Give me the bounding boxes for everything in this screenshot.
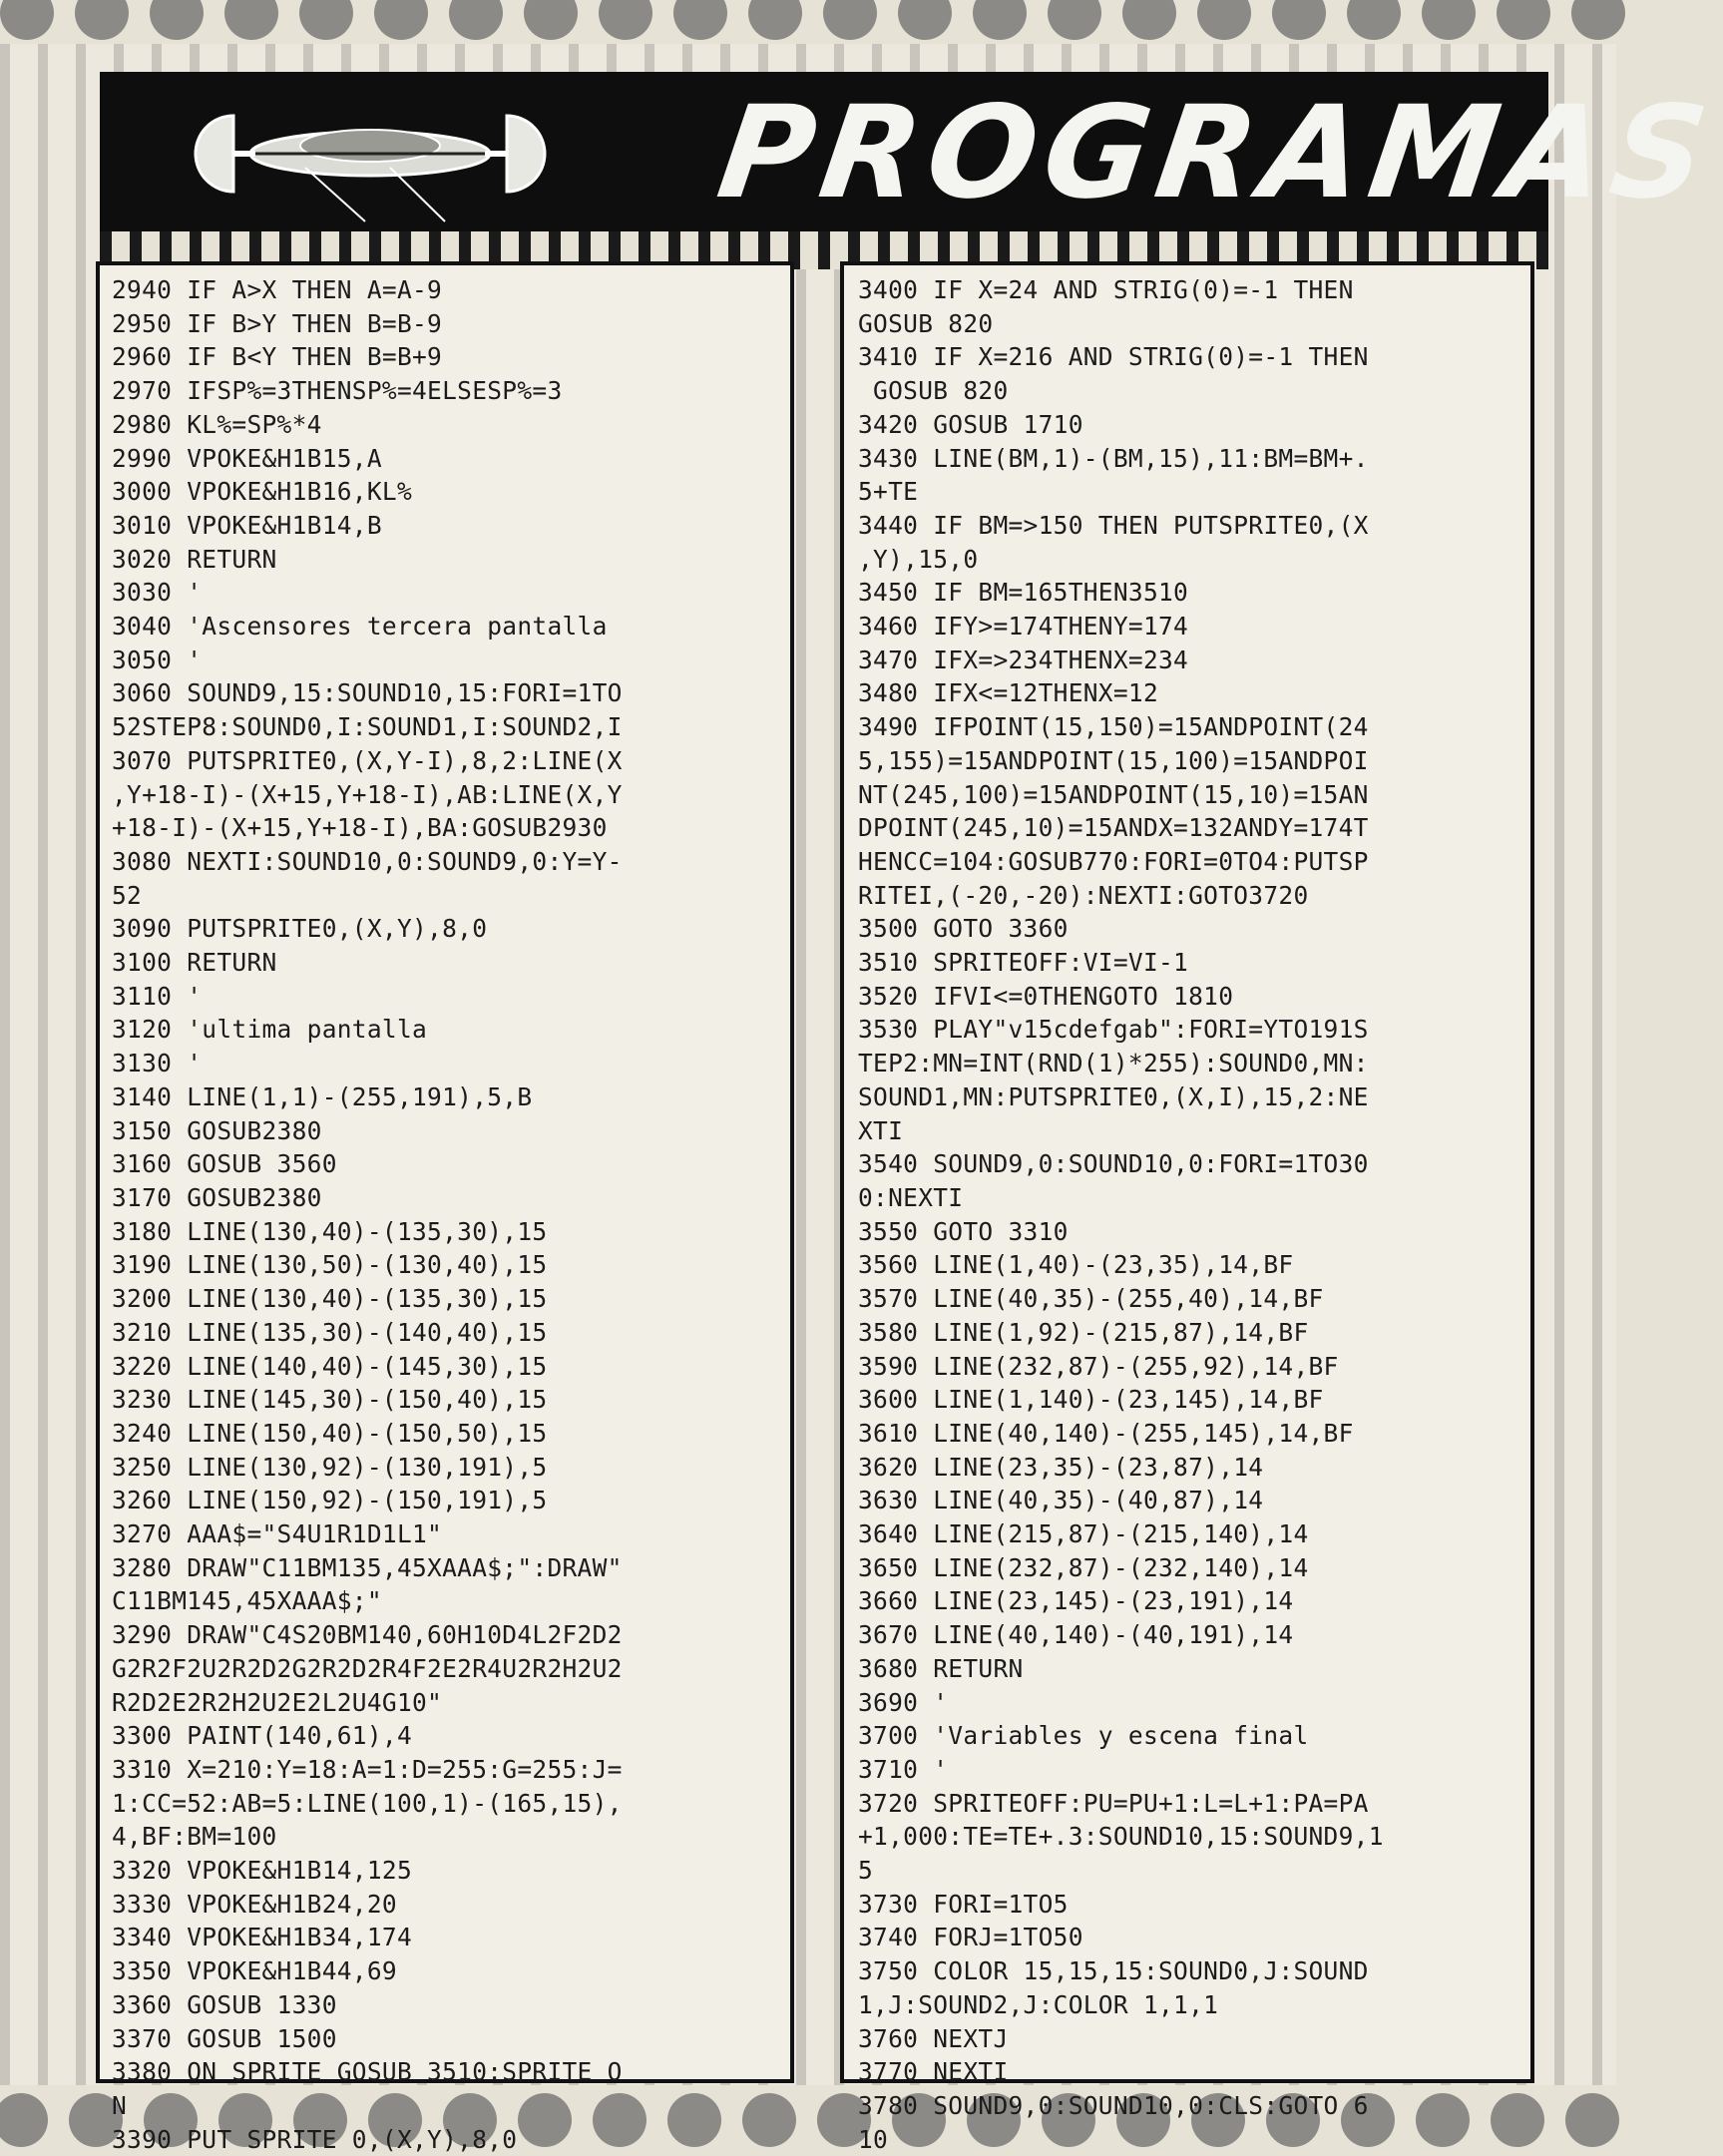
code-line: 3610 LINE(40,140)-(255,145),14,BF (858, 1418, 1354, 1448)
code-line: 3160 GOSUB 3560 (112, 1149, 337, 1179)
code-line: ,Y),15,0 (858, 544, 979, 574)
header-banner (100, 72, 1723, 231)
code-line: SOUND1,MN:PUTSPRITE0,(X,I),15,2:NE (858, 1081, 1369, 1111)
code-line: 3130 ' (112, 1049, 203, 1078)
code-line: DPOINT(245,10)=15ANDX=132ANDY=174T (858, 813, 1369, 843)
decorative-dot (0, 0, 54, 40)
code-line: 3330 VPOKE&H1B24,20 (112, 1889, 397, 1919)
code-line: 1,J:SOUND2,J:COLOR 1,1,1 (858, 1989, 1219, 2019)
code-line: 3120 'ultima pantalla (112, 1015, 428, 1045)
code-line: 5,155)=15ANDPOINT(15,100)=15ANDPOI (858, 745, 1369, 775)
code-line: 3140 LINE(1,1)-(255,191),5,B (112, 1081, 533, 1111)
code-line: 3100 RETURN (112, 948, 277, 978)
code-line: 2990 VPOKE&H1B15,A (112, 443, 382, 473)
code-line: 3270 AAA$="S4U1R1D1L1" (112, 1519, 443, 1549)
code-line: 3020 RETURN (112, 544, 277, 574)
code-line: 3760 NEXTJ (858, 2023, 1009, 2053)
code-line: N (112, 2090, 128, 2120)
code-line: 3640 LINE(215,87)-(215,140),14 (858, 1519, 1309, 1549)
code-line: 3750 COLOR 15,15,15:SOUND0,J:SOUND (858, 1956, 1369, 1986)
code-line: HENCC=104:GOSUB770:FORI=0TO4:PUTSP (858, 846, 1369, 876)
code-line: 3780 SOUND9,0:SOUND10,0:CLS:GOTO 6 (858, 2090, 1369, 2120)
code-line: 2980 KL%=SP%*4 (112, 409, 322, 439)
code-line: 3050 ' (112, 645, 203, 674)
code-line: NT(245,100)=15ANDPOINT(15,10)=15AN (858, 779, 1369, 809)
top-dot-border (0, 0, 1616, 44)
code-line: 52 (112, 880, 143, 910)
decorative-dot (1565, 2093, 1619, 2147)
code-line: 3410 IF X=216 AND STRIG(0)=-1 THEN (858, 342, 1369, 372)
code-line: 3290 DRAW"C4S20BM140,60H10D4L2F2D2 (112, 1620, 623, 1650)
code-line: R2D2E2R2H2U2E2L2U4G10" (112, 1687, 443, 1717)
code-line: 3380 ON SPRITE GOSUB 3510:SPRITE O (112, 2057, 623, 2087)
decorative-dot (374, 0, 428, 40)
code-line: C11BM145,45XAAA$;" (112, 1586, 382, 1616)
code-line: 3600 LINE(1,140)-(23,145),14,BF (858, 1385, 1324, 1415)
code-line: 3420 GOSUB 1710 (858, 409, 1083, 439)
code-line: 2940 IF A>X THEN A=A-9 (112, 275, 443, 304)
code-line: 3530 PLAY"v15cdefgab":FORI=YTO191S (858, 1015, 1369, 1045)
code-line: 3690 ' (858, 1687, 949, 1717)
code-line: 2960 IF B<Y THEN B=B+9 (112, 342, 443, 372)
code-line: 3450 IF BM=165THEN3510 (858, 578, 1189, 608)
code-line: 3210 LINE(135,30)-(140,40),15 (112, 1317, 548, 1347)
code-line: 3430 LINE(BM,1)-(BM,15),11:BM=BM+. (858, 443, 1369, 473)
decorative-dot (973, 0, 1027, 40)
code-line: 3440 IF BM=>150 THEN PUTSPRITE0,(X (858, 510, 1369, 540)
code-line: 3170 GOSUB2380 (112, 1182, 322, 1212)
code-line: XTI (858, 1115, 904, 1145)
decorative-dot (1347, 0, 1401, 40)
code-line: G2R2F2U2R2D2G2R2D2R4F2E2R4U2R2H2U2 (112, 1653, 623, 1683)
code-line: 5+TE (858, 477, 919, 507)
decorative-dot (75, 0, 129, 40)
code-line: 3730 FORI=1TO5 (858, 1889, 1069, 1919)
code-line: 3700 'Variables y escena final (858, 1721, 1309, 1751)
page-title: PROGRAMAS (709, 79, 1723, 227)
decorative-dot (599, 0, 652, 40)
code-line: 3770 NEXTI (858, 2057, 1009, 2087)
code-line: 3230 LINE(145,30)-(150,40),15 (112, 1385, 548, 1415)
code-line: 3470 IFX=>234THENX=234 (858, 645, 1189, 674)
decorative-dot (1122, 0, 1176, 40)
code-line: 3150 GOSUB2380 (112, 1115, 322, 1145)
code-line: 3320 VPOKE&H1B14,125 (112, 1856, 413, 1886)
code-line: 3460 IFY>=174THENY=174 (858, 612, 1189, 642)
code-line: 1:CC=52:AB=5:LINE(100,1)-(165,15), (112, 1788, 623, 1818)
code-line: 3710 ' (858, 1754, 949, 1784)
code-line: 2950 IF B>Y THEN B=B-9 (112, 308, 443, 338)
code-line: 3040 'Ascensores tercera pantalla (112, 612, 608, 642)
code-line: GOSUB 820 (858, 308, 994, 338)
decorative-dot (823, 0, 877, 40)
code-line: 3390 PUT SPRITE 0,(X,Y),8,0 (112, 2124, 518, 2154)
code-line: 3620 LINE(23,35)-(23,87),14 (858, 1452, 1264, 1482)
code-line: 0:NEXTI (858, 1182, 964, 1212)
code-line: 3010 VPOKE&H1B14,B (112, 510, 382, 540)
code-line: 3000 VPOKE&H1B16,KL% (112, 477, 413, 507)
code-line: 3400 IF X=24 AND STRIG(0)=-1 THEN (858, 275, 1354, 304)
code-line: 3030 ' (112, 578, 203, 608)
decorative-dot (1048, 0, 1101, 40)
code-line: 52STEP8:SOUND0,I:SOUND1,I:SOUND2,I (112, 712, 623, 742)
decorative-dot (0, 2093, 48, 2147)
code-line: 3560 LINE(1,40)-(23,35),14,BF (858, 1250, 1294, 1280)
listing-column-right (840, 261, 1534, 2154)
code-line: 3340 VPOKE&H1B34,174 (112, 1923, 413, 1952)
code-line: 3200 LINE(130,40)-(135,30),15 (112, 1284, 548, 1314)
code-line: 3630 LINE(40,35)-(40,87),14 (858, 1486, 1264, 1515)
decorative-dot (150, 0, 204, 40)
code-line: +1,000:TE=TE+.3:SOUND10,15:SOUND9,1 (858, 1822, 1384, 1852)
code-line: 3260 LINE(150,92)-(150,191),5 (112, 1486, 548, 1515)
code-line: 3370 GOSUB 1500 (112, 2023, 337, 2053)
code-line: 3190 LINE(130,50)-(130,40),15 (112, 1250, 548, 1280)
code-line: 3070 PUTSPRITE0,(X,Y-I),8,2:LINE(X (112, 745, 623, 775)
code-line: 3060 SOUND9,15:SOUND10,15:FORI=1TO (112, 678, 623, 708)
code-line: 3360 GOSUB 1330 (112, 1989, 337, 2019)
decorative-dot (673, 0, 727, 40)
code-line: 3680 RETURN (858, 1653, 1024, 1683)
code-line: 3540 SOUND9,0:SOUND10,0:FORI=1TO30 (858, 1149, 1369, 1179)
decorative-dot (224, 0, 278, 40)
code-line: 2970 IFSP%=3THENSP%=4ELSESP%=3 (112, 376, 563, 406)
decorative-dot (524, 0, 578, 40)
decorative-dot (1422, 0, 1476, 40)
decorative-dot (449, 0, 503, 40)
decorative-dot (1272, 0, 1326, 40)
code-line: +18-I)-(X+15,Y+18-I),BA:GOSUB2930 (112, 813, 608, 843)
code-line: 10 (858, 2124, 889, 2154)
decorative-dot (299, 0, 353, 40)
code-line: 3310 X=210:Y=18:A=1:D=255:G=255:J= (112, 1754, 623, 1784)
code-line: 3490 IFPOINT(15,150)=15ANDPOINT(24 (858, 712, 1369, 742)
code-line: 3720 SPRITEOFF:PU=PU+1:L=L+1:PA=PA (858, 1788, 1369, 1818)
code-line: 3220 LINE(140,40)-(145,30),15 (112, 1351, 548, 1381)
decorative-dot (1571, 0, 1625, 40)
code-line: 3570 LINE(40,35)-(255,40),14,BF (858, 1284, 1324, 1314)
code-line: 3740 FORJ=1TO50 (858, 1923, 1083, 1952)
code-line: GOSUB 820 (858, 376, 1009, 406)
code-line: 3500 GOTO 3360 (858, 914, 1069, 944)
code-line: 3550 GOTO 3310 (858, 1216, 1069, 1246)
spaceship-illustration (156, 84, 585, 223)
code-line: 3650 LINE(232,87)-(232,140),14 (858, 1552, 1309, 1582)
code-line: 3350 VPOKE&H1B44,69 (112, 1956, 397, 1986)
code-line: 3580 LINE(1,92)-(215,87),14,BF (858, 1317, 1309, 1347)
code-line: 3670 LINE(40,140)-(40,191),14 (858, 1620, 1294, 1650)
code-line: 5 (858, 1856, 874, 1886)
decorative-dot (748, 0, 802, 40)
code-line: 3090 PUTSPRITE0,(X,Y),8,0 (112, 914, 488, 944)
code-line: 3240 LINE(150,40)-(150,50),15 (112, 1418, 548, 1448)
code-line: 3250 LINE(130,92)-(130,191),5 (112, 1452, 548, 1482)
code-line: 3180 LINE(130,40)-(135,30),15 (112, 1216, 548, 1246)
code-line: 3280 DRAW"C11BM135,45XAAA$;":DRAW" (112, 1552, 623, 1582)
code-line: 3110 ' (112, 981, 203, 1011)
decorative-dot (898, 0, 952, 40)
code-line: TEP2:MN=INT(RND(1)*255):SOUND0,MN: (858, 1049, 1369, 1078)
code-line: 3300 PAINT(140,61),4 (112, 1721, 413, 1751)
listing-column-left (96, 261, 794, 2154)
code-line: ,Y+18-I)-(X+15,Y+18-I),AB:LINE(X,Y (112, 779, 623, 809)
code-line: 3510 SPRITEOFF:VI=VI-1 (858, 948, 1189, 978)
decorative-dot (1197, 0, 1251, 40)
code-line: 3520 IFVI<=0THENGOTO 1810 (858, 981, 1234, 1011)
decorative-dot (1497, 0, 1550, 40)
code-line: RITEI,(-20,-20):NEXTI:GOTO3720 (858, 880, 1309, 910)
code-line: 3660 LINE(23,145)-(23,191),14 (858, 1586, 1294, 1616)
code-line: 3080 NEXTI:SOUND10,0:SOUND9,0:Y=Y- (112, 846, 623, 876)
code-line: 3590 LINE(232,87)-(255,92),14,BF (858, 1351, 1339, 1381)
code-line: 4,BF:BM=100 (112, 1822, 277, 1852)
code-line: 3480 IFX<=12THENX=12 (858, 678, 1159, 708)
